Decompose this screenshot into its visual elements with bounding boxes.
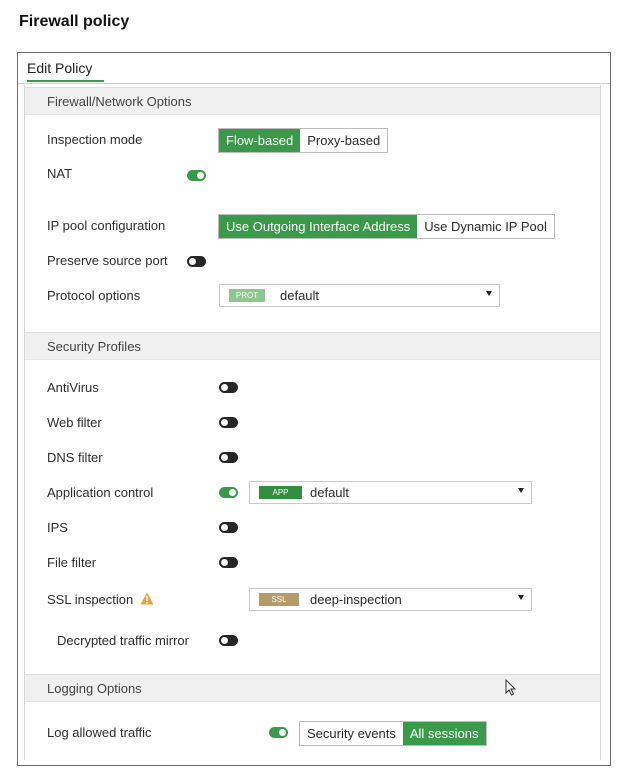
log-all-sessions-option[interactable]: All sessions [403, 722, 486, 745]
antivirus-toggle[interactable] [219, 382, 238, 393]
mouse-pointer-icon [505, 679, 517, 696]
section-header-firewall [25, 87, 600, 115]
web-filter-label: Web filter [47, 415, 102, 430]
protocol-options-label: Protocol options [47, 288, 141, 303]
log-security-events-option[interactable]: Security events [307, 726, 396, 741]
section-title-logging: Logging Options [47, 681, 142, 696]
section-header-security [25, 332, 600, 360]
inspection-flow-based-option[interactable]: Flow-based [219, 129, 300, 152]
inspection-mode-selector [218, 128, 388, 153]
app-control-toggle[interactable] [219, 487, 238, 498]
ssl-inspection-value: deep-inspection [310, 592, 402, 607]
log-allowed-toggle[interactable] [269, 727, 288, 738]
file-filter-label: File filter [47, 555, 97, 570]
log-allowed-label: Log allowed traffic [47, 725, 152, 740]
ip-pool-selector [218, 214, 555, 239]
preserve-port-toggle[interactable] [187, 256, 206, 267]
warning-icon [140, 592, 154, 605]
ip-pool-label: IP pool configuration [47, 218, 166, 233]
antivirus-label: AntiVirus [47, 380, 99, 395]
section-title-firewall: Firewall/Network Options [47, 94, 192, 109]
active-tab-indicator [27, 80, 104, 82]
app-control-dropdown[interactable] [249, 481, 532, 504]
inspection-proxy-based-option[interactable]: Proxy-based [307, 133, 381, 148]
dns-filter-label: DNS filter [47, 450, 103, 465]
protocol-options-dropdown[interactable] [219, 284, 500, 307]
nat-toggle[interactable] [187, 170, 206, 181]
tab-edit-policy[interactable]: Edit Policy [27, 60, 93, 76]
section-title-security: Security Profiles [47, 339, 141, 354]
inspection-mode-label: Inspection mode [47, 132, 143, 147]
tab-divider [18, 83, 610, 84]
ips-label: IPS [47, 520, 68, 535]
app-control-label: Application control [47, 485, 154, 500]
chevron-down-icon [486, 291, 492, 296]
chevron-down-icon [518, 488, 524, 493]
nat-label: NAT [47, 166, 73, 181]
ssl-inspection-dropdown[interactable] [249, 588, 532, 611]
edit-policy-panel [17, 52, 611, 766]
ip-pool-dynamic-option[interactable]: Use Dynamic IP Pool [424, 219, 547, 234]
web-filter-toggle[interactable] [219, 417, 238, 428]
app-tag: APP [259, 486, 302, 499]
protocol-options-value: default [280, 288, 320, 303]
preserve-port-label: Preserve source port [47, 253, 168, 268]
decrypted-mirror-toggle[interactable] [219, 635, 238, 646]
dns-filter-toggle[interactable] [219, 452, 238, 463]
decrypted-mirror-label: Decrypted traffic mirror [57, 633, 189, 648]
ips-toggle[interactable] [219, 522, 238, 533]
ssl-tag: SSL [259, 593, 299, 606]
app-control-value: default [310, 485, 350, 500]
chevron-down-icon [518, 595, 524, 600]
file-filter-toggle[interactable] [219, 557, 238, 568]
ip-pool-outgoing-interface-option[interactable]: Use Outgoing Interface Address [219, 215, 417, 238]
page-title: Firewall policy [19, 13, 130, 30]
ssl-inspection-label: SSL inspection [47, 592, 134, 607]
log-allowed-selector [299, 721, 487, 746]
policy-form [24, 85, 601, 760]
prot-tag: PROT [229, 289, 265, 302]
